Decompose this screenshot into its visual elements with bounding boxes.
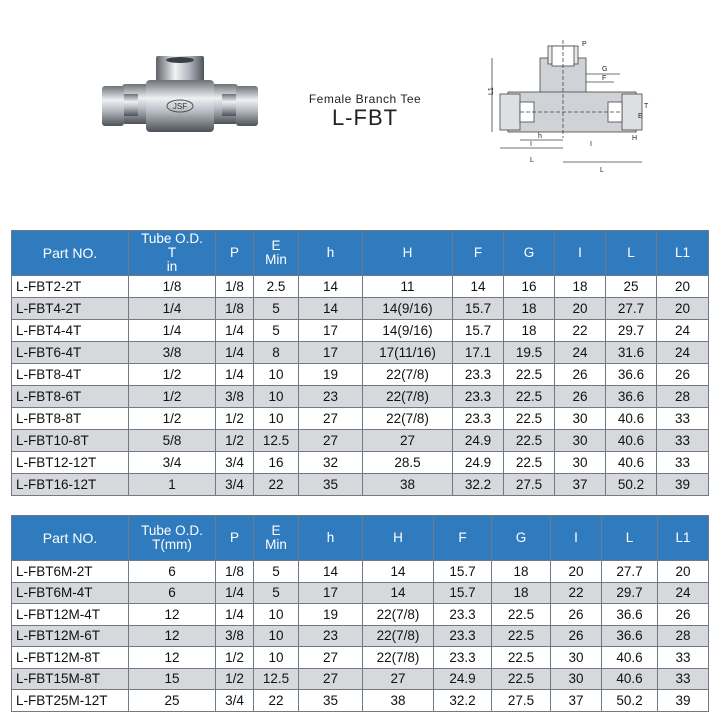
header-e-min (254, 516, 299, 561)
table-cell: 20 (551, 561, 602, 583)
table-cell: 28 (657, 386, 709, 408)
table-cell: 22(7/8) (363, 604, 434, 626)
table-cell: 6 (129, 561, 216, 583)
header-tube-od-line3: in (166, 259, 178, 274)
part-number-cell: L-FBT15M-8T (12, 668, 129, 690)
table-cell: 5 (254, 320, 299, 342)
table-cell: 33 (658, 668, 709, 690)
table-cell: 40.6 (606, 430, 657, 452)
table-cell: 1/2 (129, 364, 216, 386)
part-number-cell: L-FBT8-8T (12, 408, 129, 430)
table-cell: 1/8 (129, 276, 216, 298)
table-cell: 35 (299, 690, 363, 712)
table-cell: 23 (299, 625, 363, 647)
table-row (12, 474, 709, 496)
label-G: G (602, 66, 608, 73)
header-g: G (504, 231, 555, 276)
table-cell: 22 (254, 690, 299, 712)
table-cell: 17 (299, 342, 363, 364)
table-cell: 1/4 (216, 604, 254, 626)
table-cell: 2.5 (254, 276, 299, 298)
table-cell: 1/4 (129, 298, 216, 320)
table-cell: 40.6 (602, 647, 658, 669)
table-row (12, 298, 709, 320)
table-cell: 37 (551, 690, 602, 712)
table-cell: 25 (606, 276, 657, 298)
table-cell: 20 (555, 298, 606, 320)
table-cell: 37 (555, 474, 606, 496)
table-cell: 22 (254, 474, 299, 496)
table-cell: 28 (658, 625, 709, 647)
table-row (12, 452, 709, 474)
label-P: P (582, 41, 587, 48)
table-cell: 40.6 (606, 408, 657, 430)
table-cell: 5 (254, 582, 299, 604)
table-cell: 5/8 (129, 430, 216, 452)
table-cell: 33 (658, 647, 709, 669)
table-cell: 15 (129, 668, 216, 690)
label-T: T (644, 103, 649, 110)
table-cell: 1/2 (216, 668, 254, 690)
table-cell: 27.5 (492, 690, 551, 712)
table-cell: 14(9/16) (363, 298, 453, 320)
table-cell: 12.5 (254, 668, 299, 690)
table-cell: 30 (555, 430, 606, 452)
table-cell: 26 (555, 386, 606, 408)
part-number-cell: L-FBT12M-8T (12, 647, 129, 669)
header-e-line2: Min (265, 537, 287, 552)
table-cell: 14 (453, 276, 504, 298)
table-cell: 27 (299, 430, 363, 452)
table-cell: 32.2 (434, 690, 492, 712)
table-cell: 20 (658, 561, 709, 583)
table-body-inch (12, 276, 709, 496)
table-cell: 33 (657, 452, 709, 474)
table-cell: 30 (555, 408, 606, 430)
table-cell: 8 (254, 342, 299, 364)
table-cell: 12 (129, 604, 216, 626)
table-cell: 18 (504, 320, 555, 342)
header-tube-od-line1: Tube O.D. (141, 523, 203, 538)
table-cell: 1/4 (216, 582, 254, 604)
table-cell: 22.5 (492, 625, 551, 647)
table-cell: 33 (657, 408, 709, 430)
table-cell: 27.7 (606, 298, 657, 320)
table-cell: 22 (555, 320, 606, 342)
table-cell: 3/8 (216, 386, 254, 408)
table-cell: 50.2 (606, 474, 657, 496)
table-row (12, 386, 709, 408)
table-cell: 10 (254, 604, 299, 626)
header-h-large: H (363, 231, 453, 276)
spec-table-inch (11, 230, 709, 496)
table-cell: 10 (254, 625, 299, 647)
header-part-no: Part NO. (12, 516, 129, 561)
table-cell: 10 (254, 364, 299, 386)
label-L-left: L (530, 157, 534, 164)
table-cell: 27 (299, 668, 363, 690)
table-cell: 14 (299, 276, 363, 298)
table-cell: 19.5 (504, 342, 555, 364)
table-cell: 1/4 (216, 364, 254, 386)
header-tube-od (129, 516, 216, 561)
table-cell: 15.7 (434, 561, 492, 583)
part-number-cell: L-FBT4-2T (12, 298, 129, 320)
table-cell: 19 (299, 604, 363, 626)
table-cell: 26 (551, 625, 602, 647)
table-cell: 27 (363, 668, 434, 690)
part-number-cell: L-FBT12M-4T (12, 604, 129, 626)
table-cell: 38 (363, 690, 434, 712)
table-cell: 22(7/8) (363, 408, 453, 430)
table-cell: 22.5 (492, 647, 551, 669)
table-cell: 31.6 (606, 342, 657, 364)
table-cell: 25 (129, 690, 216, 712)
part-number-cell: L-FBT16-12T (12, 474, 129, 496)
header-tube-od-line2: T(mm) (152, 537, 192, 552)
table-cell: 24 (657, 342, 709, 364)
label-L-right: L (600, 167, 604, 174)
table-cell: 22(7/8) (363, 386, 453, 408)
table-cell: 36.6 (602, 625, 658, 647)
table-row (12, 625, 709, 647)
table-row (12, 690, 709, 712)
table-cell: 29.7 (606, 320, 657, 342)
table-cell: 11 (363, 276, 453, 298)
table-cell: 10 (254, 386, 299, 408)
table-cell: 3/8 (129, 342, 216, 364)
table-cell: 15.7 (453, 298, 504, 320)
table-cell: 24.9 (453, 452, 504, 474)
table-cell: 14(9/16) (363, 320, 453, 342)
table-row (12, 342, 709, 364)
table-cell: 10 (254, 408, 299, 430)
table-cell: 32.2 (453, 474, 504, 496)
table-cell: 22.5 (504, 386, 555, 408)
header-p: P (216, 231, 254, 276)
table-header-row (12, 231, 709, 276)
part-number-cell: L-FBT12M-6T (12, 625, 129, 647)
table-cell: 18 (504, 298, 555, 320)
part-number-cell: L-FBT25M-12T (12, 690, 129, 712)
table-row (12, 408, 709, 430)
table-cell: 30 (551, 647, 602, 669)
product-subtitle: Female Branch Tee (308, 92, 422, 106)
table-cell: 22.5 (492, 604, 551, 626)
table-cell: 26 (555, 364, 606, 386)
part-number-cell: L-FBT8-4T (12, 364, 129, 386)
table-cell: 1/4 (216, 342, 254, 364)
header-l: L (602, 516, 658, 561)
table-cell: 36.6 (606, 386, 657, 408)
table-row (12, 668, 709, 690)
table-cell: 26 (658, 604, 709, 626)
table-cell: 22 (551, 582, 602, 604)
table-cell: 1/8 (216, 276, 254, 298)
header-p: P (216, 516, 254, 561)
table-cell: 14 (299, 561, 363, 583)
table-cell: 1/2 (216, 408, 254, 430)
table-cell: 30 (551, 668, 602, 690)
table-cell: 30 (555, 452, 606, 474)
spec-table-metric (11, 515, 709, 712)
table-body-metric (12, 561, 709, 712)
header-h-small: h (299, 516, 363, 561)
table-cell: 1/2 (129, 386, 216, 408)
header-g: G (492, 516, 551, 561)
table-cell: 14 (299, 298, 363, 320)
table-cell: 26 (551, 604, 602, 626)
part-number-cell: L-FBT10-8T (12, 430, 129, 452)
table-cell: 12 (129, 625, 216, 647)
table-cell: 3/4 (216, 452, 254, 474)
header-f: F (453, 231, 504, 276)
table-cell: 12.5 (254, 430, 299, 452)
table-cell: 1 (129, 474, 216, 496)
table-cell: 19 (299, 364, 363, 386)
table-cell: 33 (657, 430, 709, 452)
table-cell: 22.5 (504, 430, 555, 452)
table-cell: 20 (657, 276, 709, 298)
table-cell: 22.5 (492, 668, 551, 690)
table-cell: 29.7 (602, 582, 658, 604)
table-cell: 23.3 (453, 364, 504, 386)
label-h: h (538, 133, 542, 140)
table-cell: 24 (555, 342, 606, 364)
table-row (12, 276, 709, 298)
product-photo (100, 54, 260, 144)
table-cell: 1/8 (216, 298, 254, 320)
header-e-min (254, 231, 299, 276)
table-cell: 5 (254, 298, 299, 320)
label-I-left: I (530, 141, 532, 148)
table-cell: 28.5 (363, 452, 453, 474)
table-cell: 36.6 (606, 364, 657, 386)
table-cell: 1/4 (129, 320, 216, 342)
table-cell: 1/2 (129, 408, 216, 430)
table-cell: 22.5 (504, 452, 555, 474)
part-number-cell: L-FBT12-12T (12, 452, 129, 474)
label-L1: L1 (488, 87, 495, 95)
table-cell: 23 (299, 386, 363, 408)
table-row (12, 582, 709, 604)
table-cell: 40.6 (606, 452, 657, 474)
table-cell: 17.1 (453, 342, 504, 364)
logo-mark: JSF (172, 102, 188, 111)
table-cell: 1/4 (216, 320, 254, 342)
table-row (12, 604, 709, 626)
header-l1: L1 (658, 516, 709, 561)
label-H: H (632, 135, 638, 142)
table-row (12, 647, 709, 669)
table-cell: 27 (363, 430, 453, 452)
table-cell: 10 (254, 647, 299, 669)
table-cell: 1/8 (216, 561, 254, 583)
table-cell: 24.9 (453, 430, 504, 452)
table-cell: 23.3 (453, 408, 504, 430)
table-cell: 39 (657, 474, 709, 496)
table-cell: 40.6 (602, 668, 658, 690)
table-cell: 23.3 (434, 647, 492, 669)
header-l: L (606, 231, 657, 276)
table-cell: 20 (657, 298, 709, 320)
header-e-line2: Min (265, 252, 287, 267)
table-cell: 14 (363, 561, 434, 583)
table-cell: 22(7/8) (363, 625, 434, 647)
table-cell: 14 (363, 582, 434, 604)
part-number-cell: L-FBT6M-2T (12, 561, 129, 583)
table-cell: 22.5 (504, 364, 555, 386)
table-cell: 3/8 (216, 625, 254, 647)
part-number-cell: L-FBT6M-4T (12, 582, 129, 604)
table-row (12, 364, 709, 386)
header-i: I (555, 231, 606, 276)
table-cell: 1/2 (216, 647, 254, 669)
product-code: L-FBT (331, 105, 399, 130)
table-cell: 3/4 (216, 690, 254, 712)
table-cell: 16 (504, 276, 555, 298)
table-cell: 38 (363, 474, 453, 496)
table-cell: 32 (299, 452, 363, 474)
technical-drawing (490, 38, 650, 178)
header-part-no: Part NO. (12, 231, 129, 276)
table-cell: 26 (657, 364, 709, 386)
table-cell: 17(11/16) (363, 342, 453, 364)
label-I-right: I (590, 141, 592, 148)
table-cell: 27.5 (504, 474, 555, 496)
label-E: E (638, 113, 643, 120)
table-cell: 17 (299, 320, 363, 342)
table-cell: 27 (299, 408, 363, 430)
table-cell: 27.7 (602, 561, 658, 583)
header-f: F (434, 516, 492, 561)
header-h-large: H (363, 516, 434, 561)
header-tube-od-line1: Tube O.D. (141, 231, 203, 246)
table-cell: 6 (129, 582, 216, 604)
table-cell: 22(7/8) (363, 647, 434, 669)
table-cell: 24.9 (434, 668, 492, 690)
table-cell: 3/4 (216, 474, 254, 496)
table-cell: 23.3 (434, 604, 492, 626)
header-l1: L1 (657, 231, 709, 276)
table-cell: 15.7 (453, 320, 504, 342)
header-h-small: h (299, 231, 363, 276)
header-tube-od-line2: T (167, 245, 177, 260)
product-title (290, 92, 440, 130)
table-cell: 15.7 (434, 582, 492, 604)
table-cell: 24 (658, 582, 709, 604)
header-e-line1: E (271, 523, 281, 538)
table-row (12, 320, 709, 342)
table-cell: 22.5 (504, 408, 555, 430)
table-cell: 22(7/8) (363, 364, 453, 386)
table-cell: 23.3 (453, 386, 504, 408)
table-cell: 17 (299, 582, 363, 604)
label-F: F (602, 75, 607, 82)
table-cell: 39 (658, 690, 709, 712)
table-cell: 50.2 (602, 690, 658, 712)
header-e-line1: E (271, 238, 281, 253)
table-header-row (12, 516, 709, 561)
part-number-cell: L-FBT4-4T (12, 320, 129, 342)
table-cell: 3/4 (129, 452, 216, 474)
header-i: I (551, 516, 602, 561)
header-tube-od (129, 231, 216, 276)
table-cell: 18 (492, 561, 551, 583)
table-cell: 24 (657, 320, 709, 342)
table-cell: 35 (299, 474, 363, 496)
table-row (12, 430, 709, 452)
table-cell: 1/2 (216, 430, 254, 452)
table-row (12, 561, 709, 583)
table-cell: 27 (299, 647, 363, 669)
table-cell: 18 (555, 276, 606, 298)
table-cell: 23.3 (434, 625, 492, 647)
table-cell: 18 (492, 582, 551, 604)
table-cell: 36.6 (602, 604, 658, 626)
part-number-cell: L-FBT8-6T (12, 386, 129, 408)
table-cell: 5 (254, 561, 299, 583)
part-number-cell: L-FBT2-2T (12, 276, 129, 298)
table-cell: 16 (254, 452, 299, 474)
part-number-cell: L-FBT6-4T (12, 342, 129, 364)
table-cell: 12 (129, 647, 216, 669)
